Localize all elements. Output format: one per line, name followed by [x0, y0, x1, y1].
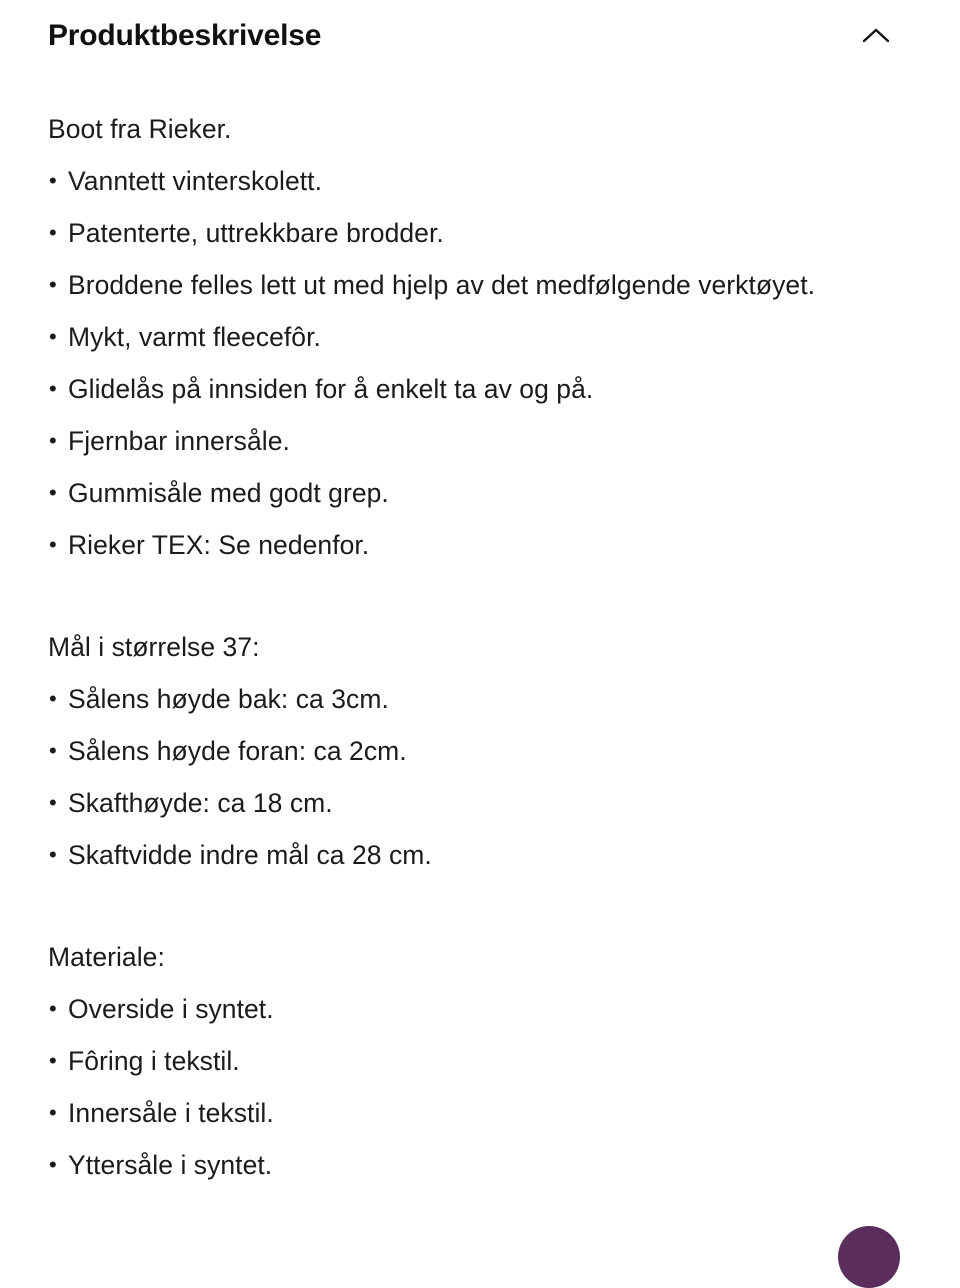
list-item: • Rieker TEX: Se nedenfor. — [48, 519, 928, 571]
description-group — [48, 932, 928, 1191]
list-item: • Yttersåle i syntet. — [48, 1139, 928, 1191]
list-item: • Skaftvidde indre mål ca 28 cm. — [48, 829, 928, 881]
list-item: • Overside i syntet. — [48, 983, 928, 1035]
list-item: • Gummisåle med godt grep. — [48, 467, 928, 519]
list-item: • Mykt, varmt fleecefôr. — [48, 311, 928, 363]
list-item: • Broddene felles lett ut med hjelp av det medfølgende verktøyet. — [48, 259, 928, 311]
product-description-body — [48, 104, 928, 1191]
list-item: • Innersåle i tekstil. — [48, 1087, 928, 1139]
chevron-up-icon[interactable] — [854, 14, 898, 58]
description-heading-line: Mål i størrelse 37: — [48, 632, 260, 662]
list-item: • Fjernbar innersåle. — [48, 415, 928, 467]
product-description-header[interactable] — [0, 0, 960, 72]
list-item: • Fôring i tekstil. — [48, 1035, 928, 1087]
description-heading-line: Boot fra Rieker. — [48, 114, 232, 144]
description-heading-line: Materiale: — [48, 942, 165, 972]
list-item: • Patenterte, uttrekkbare brodder. — [48, 207, 928, 259]
list-item: • Sålens høyde bak: ca 3cm. — [48, 673, 928, 725]
list-item: • Skafthøyde: ca 18 cm. — [48, 777, 928, 829]
list-item: • Sålens høyde foran: ca 2cm. — [48, 725, 928, 777]
list-item: • Glidelås på innsiden for å enkelt ta av og på. — [48, 363, 928, 415]
list-item: • Vanntett vinterskolett. — [48, 155, 928, 207]
chat-bubble-icon[interactable] — [838, 1226, 900, 1288]
page-title: Produktbeskrivelse — [48, 19, 322, 52]
description-group — [48, 622, 928, 881]
description-group — [48, 104, 928, 571]
